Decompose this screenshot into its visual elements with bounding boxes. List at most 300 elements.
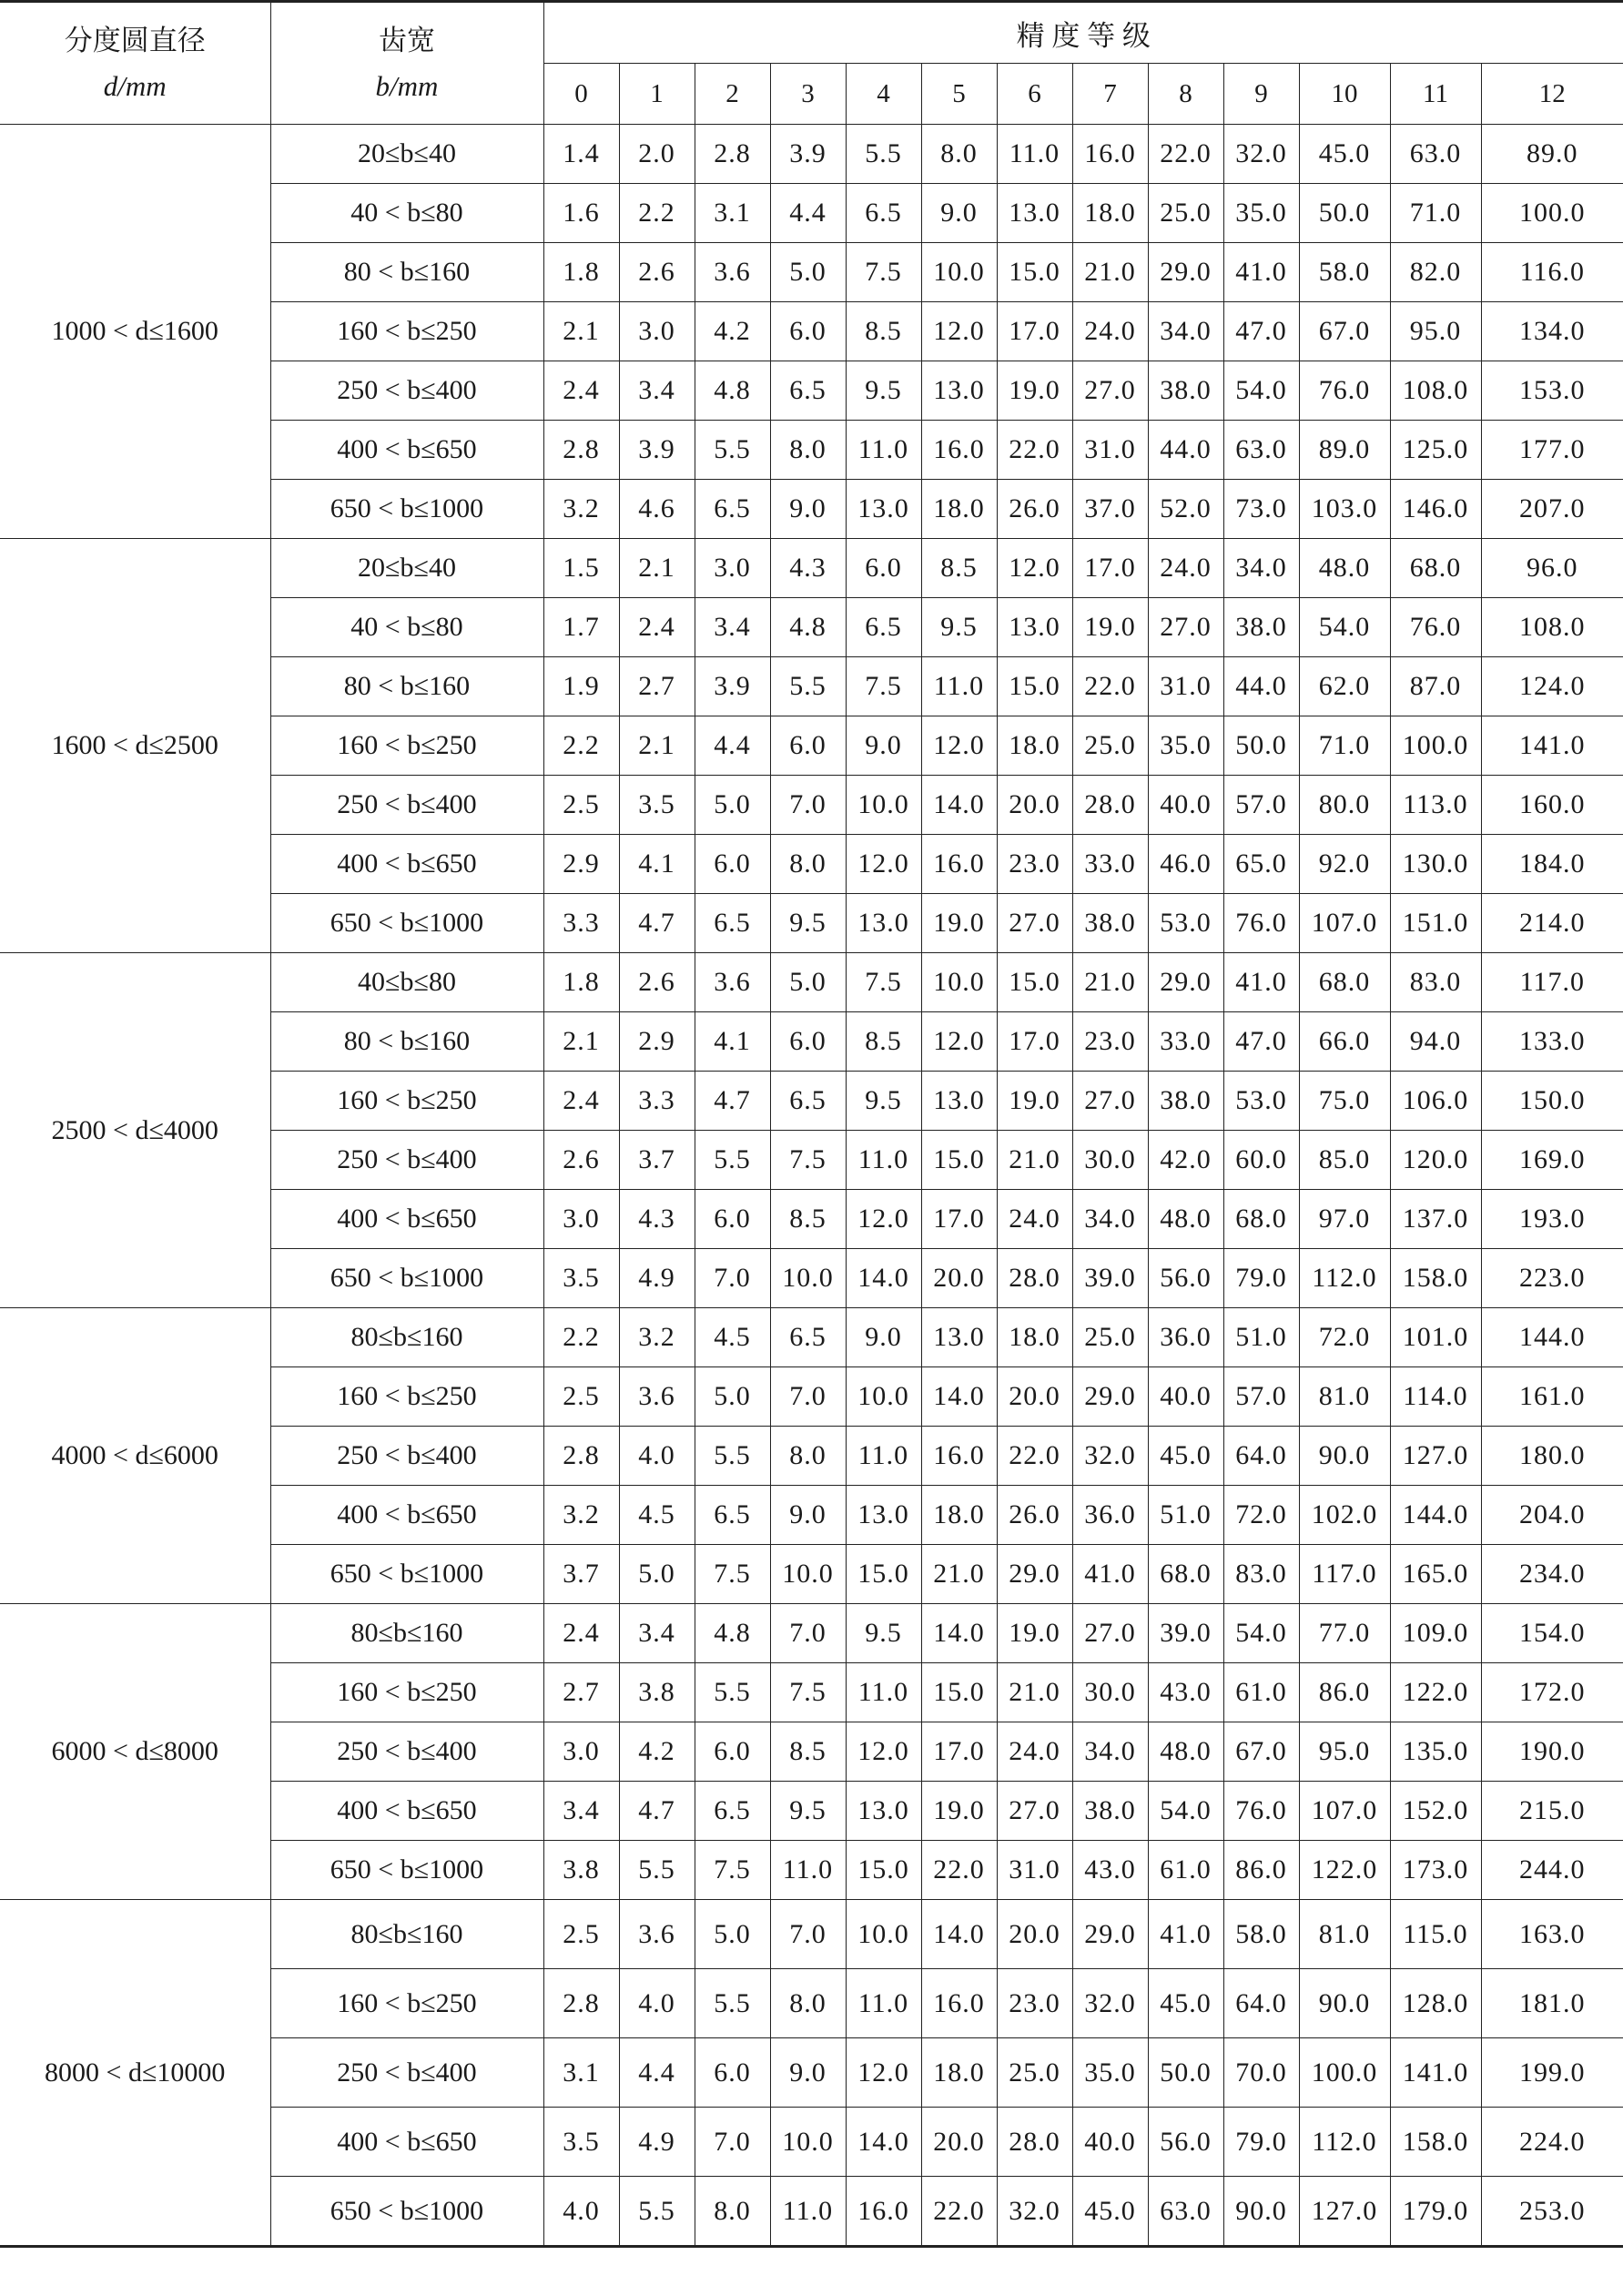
grade-header-3: 3 [770,64,846,125]
value-cell: 193.0 [1481,1190,1623,1249]
value-cell: 2.6 [619,243,695,302]
value-cell: 90.0 [1299,1427,1390,1486]
value-cell: 31.0 [1148,657,1223,716]
value-cell: 89.0 [1299,421,1390,480]
value-cell: 113.0 [1390,776,1481,835]
value-cell: 6.5 [846,184,921,243]
table-row [0,1604,1623,1663]
value-cell: 5.5 [695,421,770,480]
value-cell: 2.7 [543,1663,619,1722]
width-range-cell: 650 < b≤1000 [270,894,543,953]
value-cell: 79.0 [1223,1249,1299,1308]
value-cell: 22.0 [1148,125,1223,184]
value-cell: 40.0 [1148,1367,1223,1427]
value-cell: 1.9 [543,657,619,716]
value-cell: 13.0 [921,361,997,421]
value-cell: 2.1 [619,539,695,598]
value-cell: 29.0 [1148,243,1223,302]
value-cell: 3.4 [543,1782,619,1841]
value-cell: 64.0 [1223,1969,1299,2038]
width-range-cell: 400 < b≤650 [270,2108,543,2177]
value-cell: 75.0 [1299,1072,1390,1131]
value-cell: 3.8 [543,1841,619,1900]
value-cell: 27.0 [1072,361,1148,421]
value-cell: 8.0 [695,2177,770,2247]
value-cell: 4.9 [619,2108,695,2177]
header-width-unit: b/mm [375,69,439,102]
value-cell: 3.0 [619,302,695,361]
value-cell: 50.0 [1223,716,1299,776]
width-range-cell: 650 < b≤1000 [270,480,543,539]
value-cell: 15.0 [921,1663,997,1722]
value-cell: 23.0 [997,835,1072,894]
value-cell: 50.0 [1148,2038,1223,2108]
value-cell: 54.0 [1223,1604,1299,1663]
value-cell: 8.0 [770,1969,846,2038]
value-cell: 16.0 [846,2177,921,2247]
value-cell: 70.0 [1223,2038,1299,2108]
value-cell: 68.0 [1223,1190,1299,1249]
value-cell: 8.0 [921,125,997,184]
value-cell: 48.0 [1299,539,1390,598]
value-cell: 223.0 [1481,1249,1623,1308]
value-cell: 2.1 [543,1012,619,1072]
width-range-cell: 650 < b≤1000 [270,1249,543,1308]
value-cell: 16.0 [921,421,997,480]
width-range-cell: 20≤b≤40 [270,539,543,598]
value-cell: 21.0 [921,1545,997,1604]
value-cell: 6.5 [770,361,846,421]
width-range-cell: 160 < b≤250 [270,1072,543,1131]
value-cell: 112.0 [1299,2108,1390,2177]
value-cell: 11.0 [846,421,921,480]
value-cell: 100.0 [1390,716,1481,776]
value-cell: 28.0 [1072,776,1148,835]
value-cell: 22.0 [1072,657,1148,716]
value-cell: 27.0 [997,1782,1072,1841]
value-cell: 13.0 [846,894,921,953]
value-cell: 38.0 [1223,598,1299,657]
value-cell: 7.0 [695,1249,770,1308]
value-cell: 22.0 [997,421,1072,480]
value-cell: 42.0 [1148,1131,1223,1190]
value-cell: 61.0 [1148,1841,1223,1900]
value-cell: 179.0 [1390,2177,1481,2247]
value-cell: 56.0 [1148,2108,1223,2177]
value-cell: 83.0 [1223,1545,1299,1604]
value-cell: 3.2 [543,480,619,539]
value-cell: 6.0 [770,302,846,361]
value-cell: 3.9 [770,125,846,184]
width-range-cell: 400 < b≤650 [270,1486,543,1545]
value-cell: 151.0 [1390,894,1481,953]
value-cell: 76.0 [1299,361,1390,421]
value-cell: 11.0 [846,1427,921,1486]
value-cell: 4.4 [770,184,846,243]
width-range-cell: 80≤b≤160 [270,1308,543,1367]
value-cell: 71.0 [1390,184,1481,243]
value-cell: 89.0 [1481,125,1623,184]
value-cell: 30.0 [1072,1663,1148,1722]
value-cell: 80.0 [1299,776,1390,835]
value-cell: 51.0 [1223,1308,1299,1367]
value-cell: 120.0 [1390,1131,1481,1190]
value-cell: 13.0 [846,1782,921,1841]
value-cell: 161.0 [1481,1367,1623,1427]
value-cell: 2.6 [619,953,695,1012]
value-cell: 3.7 [619,1131,695,1190]
value-cell: 7.5 [846,657,921,716]
header-diameter-label: 分度圆直径 [64,24,206,56]
grade-header-7: 7 [1072,64,1148,125]
value-cell: 116.0 [1481,243,1623,302]
value-cell: 29.0 [1148,953,1223,1012]
value-cell: 2.4 [543,361,619,421]
value-cell: 20.0 [997,1900,1072,1969]
value-cell: 52.0 [1148,480,1223,539]
value-cell: 7.5 [770,1663,846,1722]
value-cell: 6.0 [695,1722,770,1782]
value-cell: 3.8 [619,1663,695,1722]
value-cell: 44.0 [1223,657,1299,716]
value-cell: 2.5 [543,1900,619,1969]
width-range-cell: 80 < b≤160 [270,1012,543,1072]
value-cell: 3.4 [619,1604,695,1663]
value-cell: 172.0 [1481,1663,1623,1722]
value-cell: 4.3 [619,1190,695,1249]
value-cell: 33.0 [1072,835,1148,894]
value-cell: 11.0 [997,125,1072,184]
width-range-cell: 400 < b≤650 [270,1190,543,1249]
width-range-cell: 250 < b≤400 [270,361,543,421]
value-cell: 77.0 [1299,1604,1390,1663]
value-cell: 9.5 [846,1604,921,1663]
value-cell: 14.0 [921,1604,997,1663]
value-cell: 4.7 [619,1782,695,1841]
width-range-cell: 250 < b≤400 [270,2038,543,2108]
value-cell: 4.5 [695,1308,770,1367]
value-cell: 21.0 [997,1131,1072,1190]
value-cell: 23.0 [997,1969,1072,2038]
value-cell: 67.0 [1223,1722,1299,1782]
value-cell: 124.0 [1481,657,1623,716]
value-cell: 3.5 [543,2108,619,2177]
value-cell: 76.0 [1223,894,1299,953]
value-cell: 13.0 [997,598,1072,657]
value-cell: 34.0 [1072,1722,1148,1782]
width-range-cell: 80 < b≤160 [270,243,543,302]
value-cell: 1.4 [543,125,619,184]
value-cell: 115.0 [1390,1900,1481,1969]
width-range-cell: 160 < b≤250 [270,716,543,776]
value-cell: 1.6 [543,184,619,243]
value-cell: 27.0 [1148,598,1223,657]
value-cell: 22.0 [921,2177,997,2247]
value-cell: 68.0 [1390,539,1481,598]
value-cell: 8.5 [846,302,921,361]
value-cell: 6.0 [770,716,846,776]
value-cell: 73.0 [1223,480,1299,539]
value-cell: 2.6 [543,1131,619,1190]
value-cell: 45.0 [1148,1427,1223,1486]
value-cell: 83.0 [1390,953,1481,1012]
value-cell: 47.0 [1223,1012,1299,1072]
value-cell: 20.0 [921,1249,997,1308]
value-cell: 100.0 [1481,184,1623,243]
value-cell: 2.1 [619,716,695,776]
value-cell: 54.0 [1299,598,1390,657]
value-cell: 82.0 [1390,243,1481,302]
value-cell: 27.0 [1072,1604,1148,1663]
width-range-cell: 40 < b≤80 [270,184,543,243]
value-cell: 9.0 [846,716,921,776]
value-cell: 28.0 [997,1249,1072,1308]
value-cell: 5.0 [770,953,846,1012]
value-cell: 48.0 [1148,1722,1223,1782]
value-cell: 2.8 [695,125,770,184]
value-cell: 158.0 [1390,2108,1481,2177]
value-cell: 53.0 [1223,1072,1299,1131]
value-cell: 48.0 [1148,1190,1223,1249]
value-cell: 63.0 [1148,2177,1223,2247]
value-cell: 12.0 [921,1012,997,1072]
value-cell: 4.1 [695,1012,770,1072]
value-cell: 2.4 [619,598,695,657]
value-cell: 135.0 [1390,1722,1481,1782]
value-cell: 24.0 [1148,539,1223,598]
value-cell: 199.0 [1481,2038,1623,2108]
table-row [0,125,1623,184]
width-range-cell: 160 < b≤250 [270,1663,543,1722]
value-cell: 184.0 [1481,835,1623,894]
value-cell: 122.0 [1299,1841,1390,1900]
value-cell: 12.0 [846,835,921,894]
value-cell: 27.0 [997,894,1072,953]
value-cell: 63.0 [1390,125,1481,184]
value-cell: 4.2 [619,1722,695,1782]
value-cell: 4.7 [695,1072,770,1131]
value-cell: 38.0 [1072,894,1148,953]
value-cell: 1.7 [543,598,619,657]
value-cell: 6.5 [695,894,770,953]
value-cell: 4.2 [695,302,770,361]
value-cell: 54.0 [1223,361,1299,421]
width-range-cell: 250 < b≤400 [270,1427,543,1486]
value-cell: 150.0 [1481,1072,1623,1131]
value-cell: 38.0 [1148,1072,1223,1131]
value-cell: 19.0 [921,894,997,953]
value-cell: 253.0 [1481,2177,1623,2247]
value-cell: 163.0 [1481,1900,1623,1969]
value-cell: 36.0 [1148,1308,1223,1367]
value-cell: 32.0 [1223,125,1299,184]
value-cell: 6.0 [770,1012,846,1072]
value-cell: 9.0 [770,480,846,539]
value-cell: 13.0 [997,184,1072,243]
value-cell: 15.0 [846,1841,921,1900]
value-cell: 127.0 [1390,1427,1481,1486]
value-cell: 112.0 [1299,1249,1390,1308]
value-cell: 43.0 [1148,1663,1223,1722]
value-cell: 9.5 [921,598,997,657]
diameter-range-cell: 6000 < d≤8000 [0,1604,270,1900]
value-cell: 207.0 [1481,480,1623,539]
value-cell: 2.1 [543,302,619,361]
value-cell: 108.0 [1390,361,1481,421]
value-cell: 87.0 [1390,657,1481,716]
value-cell: 7.5 [770,1131,846,1190]
value-cell: 15.0 [997,243,1072,302]
value-cell: 16.0 [921,835,997,894]
value-cell: 152.0 [1390,1782,1481,1841]
value-cell: 95.0 [1390,302,1481,361]
value-cell: 29.0 [997,1545,1072,1604]
value-cell: 8.5 [921,539,997,598]
value-cell: 76.0 [1223,1782,1299,1841]
value-cell: 12.0 [921,716,997,776]
value-cell: 3.2 [619,1308,695,1367]
grade-header-2: 2 [695,64,770,125]
value-cell: 11.0 [846,1663,921,1722]
value-cell: 4.8 [695,1604,770,1663]
value-cell: 29.0 [1072,1367,1148,1427]
value-cell: 130.0 [1390,835,1481,894]
value-cell: 95.0 [1299,1722,1390,1782]
value-cell: 4.7 [619,894,695,953]
value-cell: 45.0 [1072,2177,1148,2247]
value-cell: 34.0 [1223,539,1299,598]
value-cell: 4.8 [770,598,846,657]
value-cell: 3.6 [619,1900,695,1969]
width-range-cell: 400 < b≤650 [270,421,543,480]
diameter-range-cell: 1000 < d≤1600 [0,125,270,539]
value-cell: 215.0 [1481,1782,1623,1841]
value-cell: 4.9 [619,1249,695,1308]
value-cell: 14.0 [846,1249,921,1308]
value-cell: 18.0 [1072,184,1148,243]
value-cell: 10.0 [846,1900,921,1969]
width-range-cell: 250 < b≤400 [270,776,543,835]
value-cell: 7.0 [770,1367,846,1427]
value-cell: 6.0 [846,539,921,598]
value-cell: 3.1 [543,2038,619,2108]
value-cell: 141.0 [1481,716,1623,776]
value-cell: 60.0 [1223,1131,1299,1190]
value-cell: 3.0 [695,539,770,598]
value-cell: 20.0 [921,2108,997,2177]
value-cell: 133.0 [1481,1012,1623,1072]
width-range-cell: 40≤b≤80 [270,953,543,1012]
value-cell: 38.0 [1072,1782,1148,1841]
value-cell: 20.0 [997,776,1072,835]
value-cell: 76.0 [1390,598,1481,657]
value-cell: 7.5 [695,1841,770,1900]
value-cell: 32.0 [1072,1969,1148,2038]
width-range-cell: 40 < b≤80 [270,598,543,657]
value-cell: 18.0 [921,480,997,539]
value-cell: 181.0 [1481,1969,1623,2038]
value-cell: 79.0 [1223,2108,1299,2177]
value-cell: 6.0 [695,835,770,894]
value-cell: 51.0 [1148,1486,1223,1545]
value-cell: 3.9 [695,657,770,716]
value-cell: 169.0 [1481,1131,1623,1190]
value-cell: 244.0 [1481,1841,1623,1900]
width-range-cell: 250 < b≤400 [270,1722,543,1782]
value-cell: 3.6 [619,1367,695,1427]
value-cell: 128.0 [1390,1969,1481,2038]
value-cell: 2.9 [543,835,619,894]
value-cell: 38.0 [1148,361,1223,421]
grade-header-10: 10 [1299,64,1390,125]
value-cell: 144.0 [1390,1486,1481,1545]
value-cell: 61.0 [1223,1663,1299,1722]
value-cell: 7.5 [846,243,921,302]
value-cell: 30.0 [1072,1131,1148,1190]
value-cell: 41.0 [1223,243,1299,302]
value-cell: 3.0 [543,1190,619,1249]
value-cell: 81.0 [1299,1900,1390,1969]
value-cell: 31.0 [997,1841,1072,1900]
value-cell: 154.0 [1481,1604,1623,1663]
value-cell: 25.0 [1072,716,1148,776]
value-cell: 4.8 [695,361,770,421]
value-cell: 36.0 [1072,1486,1148,1545]
header-grade: 精 度 等 级 [543,2,1623,64]
value-cell: 177.0 [1481,421,1623,480]
value-cell: 90.0 [1223,2177,1299,2247]
value-cell: 3.2 [543,1486,619,1545]
value-cell: 7.5 [695,1545,770,1604]
value-cell: 7.0 [770,1900,846,1969]
value-cell: 9.5 [770,1782,846,1841]
value-cell: 4.5 [619,1486,695,1545]
value-cell: 35.0 [1223,184,1299,243]
value-cell: 4.1 [619,835,695,894]
value-cell: 19.0 [921,1782,997,1841]
value-cell: 41.0 [1223,953,1299,1012]
value-cell: 22.0 [921,1841,997,1900]
value-cell: 214.0 [1481,894,1623,953]
value-cell: 21.0 [1072,243,1148,302]
value-cell: 22.0 [997,1427,1072,1486]
value-cell: 8.0 [770,1427,846,1486]
value-cell: 8.0 [770,835,846,894]
value-cell: 6.5 [770,1308,846,1367]
value-cell: 6.5 [695,1782,770,1841]
value-cell: 10.0 [770,2108,846,2177]
value-cell: 71.0 [1299,716,1390,776]
value-cell: 58.0 [1299,243,1390,302]
header-width [270,2,543,125]
value-cell: 15.0 [997,657,1072,716]
value-cell: 2.9 [619,1012,695,1072]
value-cell: 56.0 [1148,1249,1223,1308]
width-range-cell: 400 < b≤650 [270,835,543,894]
grade-header-4: 4 [846,64,921,125]
value-cell: 85.0 [1299,1131,1390,1190]
value-cell: 3.5 [543,1249,619,1308]
grade-header-12: 12 [1481,64,1623,125]
value-cell: 158.0 [1390,1249,1481,1308]
value-cell: 3.7 [543,1545,619,1604]
value-cell: 2.8 [543,421,619,480]
value-cell: 9.0 [770,2038,846,2108]
value-cell: 17.0 [997,1012,1072,1072]
value-cell: 2.7 [619,657,695,716]
value-cell: 3.3 [619,1072,695,1131]
value-cell: 8.5 [770,1190,846,1249]
